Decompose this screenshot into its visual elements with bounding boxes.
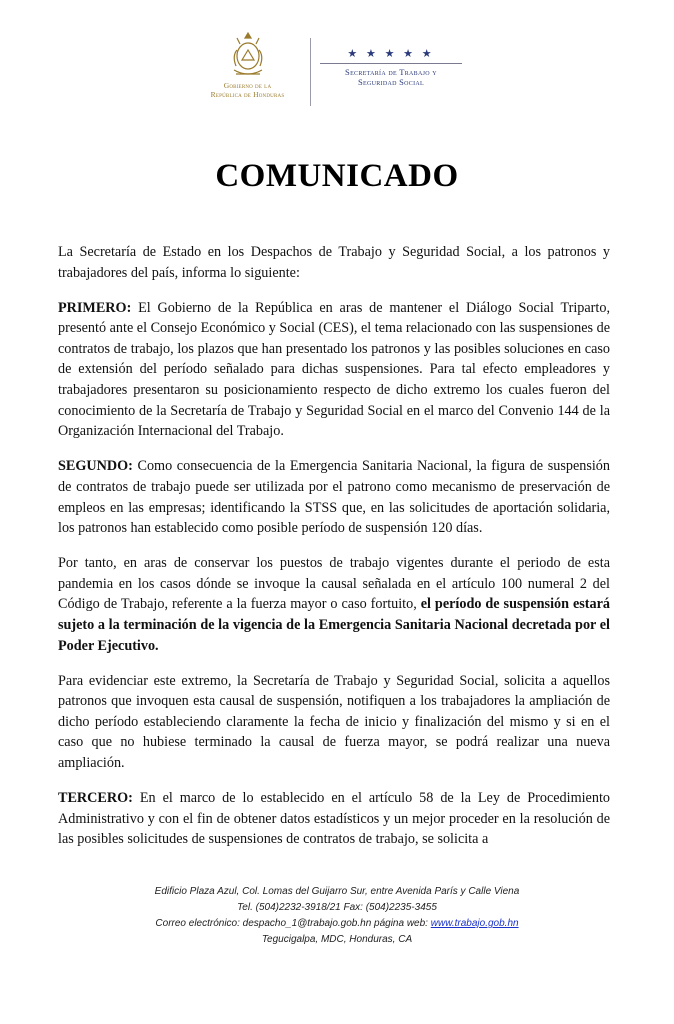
website-link[interactable]: www.trabajo.gob.hn xyxy=(430,918,519,929)
ministry-rule-top xyxy=(320,63,462,64)
primero-text: El Gobierno de la República en aras de mantener el Diálogo Social Triparto, presentó ante el Consejo Económico y Social (CES), el tema relacionado con las suspensiones de contratos de trabajo, los plazos que han presentado los patronos y las posibles soluciones en caso de extensión del período señalado para dichas suspensiones. Para tal efecto empleadores y trabajadores presentaron su posicionamiento respecto de dicho extremo los cuales fueron del conocimiento de la Secretaría de Trabajo y Seguridad Social en el marco del Convenio 144 de la Organización Internacional del Trabajo. xyxy=(58,299,610,440)
primero-label: PRIMERO: xyxy=(58,299,132,316)
segundo-label: SEGUNDO: xyxy=(58,458,133,475)
stars-icon: ★ ★ ★ ★ ★ xyxy=(347,48,435,60)
footer-contact xyxy=(0,916,674,932)
government-crest xyxy=(190,30,305,99)
page-footer xyxy=(0,884,674,948)
crest-line-2: República de Honduras xyxy=(210,89,285,99)
portanto-text: Por tanto, en aras de conservar los puestos de trabajo vigentes durante el periodo de esta pandemia en los casos dónde se invoque la causal señalada en el artículo 100 numeral 2 del Código de Trabajo, referente a la fuerza mayor o caso fortuito, xyxy=(58,555,610,613)
ministry-line-2: Seguridad Social xyxy=(357,77,425,87)
ministry-logo xyxy=(316,48,466,87)
footer-email: Correo electrónico: despacho_1@trabajo.gob.hn página web: xyxy=(155,918,431,929)
crest-line-1: Gobierno de la xyxy=(223,81,272,90)
footer-address: Edificio Plaza Azul, Col. Lomas del Guijarro Sur, entre Avenida París y Calle Viena xyxy=(154,886,520,897)
tercero-label: TERCERO: xyxy=(58,790,133,807)
evidenciar-paragraph: Para evidenciar este extremo, la Secretaría de Trabajo y Seguridad Social, solicita a aquellos patronos que invoquen esta causal de suspensión, notifiquen a los trabajadores la ampliación de dicho período estableciendo claramente la fecha de inicio y finalización del mismo y si en el caso que no hubiese terminado la causal de fuerza mayor, se podrá realizar una nueva ampliación. xyxy=(58,672,610,772)
intro-paragraph: La Secretaría de Estado en los Despachos de Trabajo y Seguridad Social, a los patronos y trabajadores del país, informa lo siguiente: xyxy=(58,244,610,281)
primero-paragraph xyxy=(58,298,610,442)
footer-phones: Tel. (504)2232-3918/21 Fax: (504)2235-3455 xyxy=(237,902,437,913)
footer-city: Tegucigalpa, MDC, Honduras, CA xyxy=(261,934,413,945)
coat-of-arms-icon xyxy=(228,30,268,80)
segundo-paragraph xyxy=(58,456,610,538)
letterhead xyxy=(190,30,490,110)
segundo-text: Como consecuencia de la Emergencia Sanitaria Nacional, la figura de suspensión de contratos de trabajo puede ser utilizada por el patrono como mecanismo de preservación de empleos en las empresas; identificando la STSS que, en las solicitudes de aportación solidaria, los patronos han establecido como posible período de suspensión 120 días. xyxy=(58,458,610,537)
tercero-paragraph xyxy=(58,788,610,850)
ministry-line-1: Secretaría de Trabajo y xyxy=(345,67,437,77)
header-divider xyxy=(310,38,311,106)
document-title: COMUNICADO xyxy=(215,158,459,194)
portanto-bold-text: el período de suspensión estará sujeto a la terminación de la vigencia de la Emergencia Sanitaria Nacional decretada por el Poder Ejecutivo. xyxy=(58,596,610,654)
tercero-text: En el marco de lo establecido en el artículo 58 de la Ley de Procedimiento Administrativo y con el fin de obtener datos estadísticos y un mejor proceder en la resolución de las posibles solicitudes de suspensiones de contratos de trabajo, se solicita a xyxy=(58,790,610,848)
portanto-paragraph xyxy=(58,553,610,656)
document-body xyxy=(58,242,610,864)
